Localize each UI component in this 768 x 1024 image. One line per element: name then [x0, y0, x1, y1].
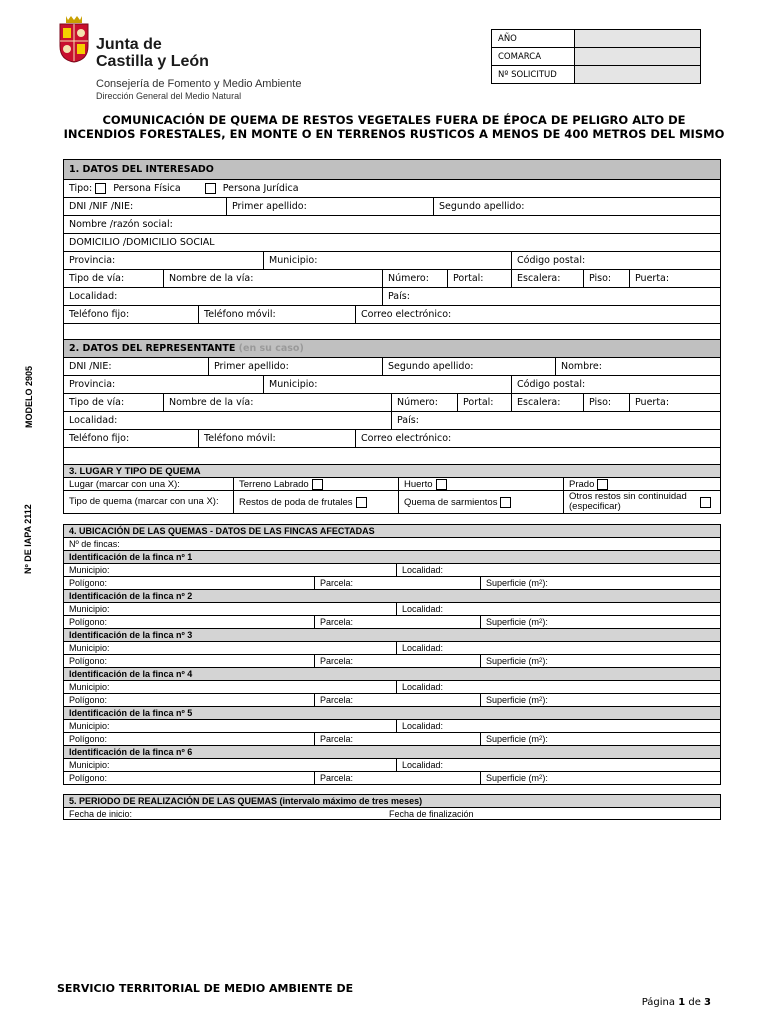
piso-field[interactable]: Piso:: [583, 394, 629, 411]
otros-checkbox[interactable]: [700, 497, 711, 508]
finca-municipio-field[interactable]: Municipio:: [69, 565, 110, 575]
numero-field[interactable]: Número:: [382, 270, 447, 287]
finca-localidad-field[interactable]: Localidad:: [396, 642, 720, 654]
registry-value-field[interactable]: [575, 66, 701, 84]
terreno-labrado-option[interactable]: Terreno Labrado: [233, 478, 398, 490]
section-lugar-tipo: [63, 464, 721, 514]
registry-label: COMARCA: [492, 48, 575, 66]
finca-header: Identificación de la finca nº 5: [64, 707, 720, 719]
pais-field[interactable]: País:: [382, 288, 720, 305]
codigo-postal-field[interactable]: Código postal:: [511, 376, 720, 393]
finca-poligono-field[interactable]: Polígono:: [69, 695, 108, 705]
primer-apellido-field[interactable]: Primer apellido:: [208, 358, 382, 375]
numero-fincas-field[interactable]: Nº de fincas:: [69, 539, 120, 549]
telefono-fijo-field[interactable]: Teléfono fijo:: [69, 433, 130, 444]
sarmientos-option[interactable]: Quema de sarmientos: [398, 491, 563, 513]
finca-superficie-field[interactable]: Superficie (m 2 ):: [480, 616, 720, 628]
prado-option[interactable]: Prado: [563, 478, 720, 490]
coat-of-arms-icon: [58, 16, 90, 64]
registry-table: [491, 29, 701, 84]
prado-checkbox[interactable]: [597, 479, 608, 490]
finca-header: Identificación de la finca nº 6: [64, 746, 720, 758]
telefono-movil-field[interactable]: Teléfono móvil:: [198, 306, 355, 323]
finca-poligono-field[interactable]: Polígono:: [69, 773, 108, 783]
finca-localidad-field[interactable]: Localidad:: [396, 759, 720, 771]
finca-poligono-field[interactable]: Polígono:: [69, 656, 108, 666]
section-representante: [63, 339, 721, 466]
poda-checkbox[interactable]: [356, 497, 367, 508]
section-header: 5. PERIODO DE REALIZACIÓN DE LAS QUEMAS (intervalo máximo de tres meses): [64, 795, 720, 807]
page-number: Página 1 de 3: [641, 997, 711, 1008]
junta-logo: [58, 16, 316, 102]
finca-municipio-field[interactable]: Municipio:: [69, 682, 110, 692]
telefono-movil-field[interactable]: Teléfono móvil:: [198, 430, 355, 447]
piso-field[interactable]: Piso:: [583, 270, 629, 287]
nombre-field[interactable]: Nombre:: [555, 358, 720, 375]
dni-field[interactable]: DNI /NIF /NIE:: [69, 201, 134, 212]
huerto-checkbox[interactable]: [436, 479, 447, 490]
terreno-labrado-checkbox[interactable]: [312, 479, 323, 490]
section-ubicacion: [63, 524, 721, 785]
registry-value-field[interactable]: [575, 30, 701, 48]
domicilio-label: DOMICILIO /DOMICILIO SOCIAL: [69, 237, 215, 248]
department-name: Consejería de Fomento y Medio Ambiente: [96, 78, 302, 90]
codigo-postal-field[interactable]: Código postal:: [511, 252, 720, 269]
tipo-quema-label: Tipo de quema (marcar con una X):: [69, 496, 219, 507]
finca-superficie-field[interactable]: Superficie (m 2 ):: [480, 733, 720, 745]
lugar-label: Lugar (marcar con una X):: [69, 478, 180, 490]
footer-service: SERVICIO TERRITORIAL DE MEDIO AMBIENTE DE: [57, 982, 354, 995]
finca-municipio-field[interactable]: Municipio:: [69, 721, 110, 731]
finca-municipio-field[interactable]: Municipio:: [69, 643, 110, 653]
finca-superficie-field[interactable]: Superficie (m 2 ):: [480, 694, 720, 706]
tipo-row: Tipo: Persona Física Persona Jurídica: [69, 183, 299, 194]
correo-field[interactable]: Correo electrónico:: [355, 430, 720, 447]
registry-label: Nº SOLICITUD: [492, 66, 575, 84]
segundo-apellido-field[interactable]: Segundo apellido:: [433, 198, 720, 215]
finca-poligono-field[interactable]: Polígono:: [69, 734, 108, 744]
finca-parcela-field[interactable]: Parcela:: [314, 655, 480, 667]
telefono-fijo-field[interactable]: Teléfono fijo:: [69, 309, 130, 320]
correo-field[interactable]: Correo electrónico:: [355, 306, 720, 323]
escalera-field[interactable]: Escalera:: [511, 270, 583, 287]
poda-option[interactable]: Restos de poda de frutales: [233, 491, 398, 513]
portal-field[interactable]: Portal:: [447, 270, 511, 287]
persona-fisica-checkbox[interactable]: [95, 183, 106, 194]
sarmientos-checkbox[interactable]: [500, 497, 511, 508]
finca-poligono-field[interactable]: Polígono:: [69, 617, 108, 627]
tipo-via-field[interactable]: Tipo de vía:: [69, 273, 125, 284]
finca-parcela-field[interactable]: Parcela:: [314, 616, 480, 628]
finca-municipio-field[interactable]: Municipio:: [69, 604, 110, 614]
tipo-via-field[interactable]: Tipo de vía:: [69, 397, 125, 408]
localidad-field[interactable]: Localidad:: [69, 291, 118, 302]
finca-header: Identificación de la finca nº 2: [64, 590, 720, 602]
registry-value-field[interactable]: [575, 48, 701, 66]
nombre-via-field[interactable]: Nombre de la vía:: [163, 270, 382, 287]
segundo-apellido-field[interactable]: Segundo apellido:: [382, 358, 555, 375]
finca-parcela-field[interactable]: Parcela:: [314, 694, 480, 706]
registry-label: AÑO: [492, 30, 575, 48]
institution-name: Junta de Castilla y León: [96, 36, 209, 70]
finca-superficie-field[interactable]: Superficie (m 2 ):: [480, 655, 720, 667]
direction-name: Dirección General del Medio Natural: [96, 91, 242, 101]
localidad-field[interactable]: Localidad:: [69, 415, 118, 426]
pais-field[interactable]: País:: [391, 412, 720, 429]
primer-apellido-field[interactable]: Primer apellido:: [226, 198, 433, 215]
iapa-label: Nº DE IAPA 2112: [23, 504, 33, 574]
fecha-inicio-field[interactable]: Fecha de inicio:: [69, 808, 133, 819]
form-title: COMUNICACIÓN DE QUEMA DE RESTOS VEGETALES FUERA DE ÉPOCA DE PELIGRO ALTO DE INCENDIOS FORESTALES, EN MONTE O EN TERRENOS RUSTICOS A MENOS DE 400 METROS DEL MISMO: [63, 113, 725, 141]
finca-header: Identificación de la finca nº 1: [64, 551, 720, 563]
finca-superficie-field[interactable]: Superficie (m 2 ):: [480, 577, 720, 589]
municipio-field[interactable]: Municipio:: [263, 252, 511, 269]
municipio-field[interactable]: Municipio:: [263, 376, 511, 393]
finca-parcela-field[interactable]: Parcela:: [314, 577, 480, 589]
nombre-field[interactable]: Nombre /razón social:: [69, 219, 173, 230]
finca-parcela-field[interactable]: Parcela:: [314, 733, 480, 745]
finca-superficie-field[interactable]: Superficie (m 2 ):: [480, 772, 720, 784]
finca-parcela-field[interactable]: Parcela:: [314, 772, 480, 784]
persona-juridica-checkbox[interactable]: [205, 183, 216, 194]
puerta-field[interactable]: Puerta:: [629, 394, 720, 411]
finca-localidad-field[interactable]: Localidad:: [396, 564, 720, 576]
provincia-field[interactable]: Provincia:: [69, 255, 116, 266]
huerto-option[interactable]: Huerto: [398, 478, 563, 490]
nombre-via-field[interactable]: Nombre de la vía:: [163, 394, 391, 411]
section-header: 2. DATOS DEL REPRESENTANTE (en su caso): [64, 340, 720, 357]
section-interesado: [63, 159, 721, 342]
finca-localidad-field[interactable]: Localidad:: [396, 603, 720, 615]
section-header: 3. LUGAR Y TIPO DE QUEMA: [64, 465, 720, 477]
fecha-fin-field[interactable]: Fecha de finalización: [389, 808, 474, 819]
finca-header: Identificación de la finca nº 4: [64, 668, 720, 680]
finca-municipio-field[interactable]: Municipio:: [69, 760, 110, 770]
numero-field[interactable]: Número:: [391, 394, 457, 411]
finca-localidad-field[interactable]: Localidad:: [396, 720, 720, 732]
portal-field[interactable]: Portal:: [457, 394, 511, 411]
provincia-field[interactable]: Provincia:: [69, 379, 116, 390]
otros-option[interactable]: Otros restos sin continuidad (especificar): [563, 491, 720, 513]
dni-field[interactable]: DNI /NIE:: [69, 361, 112, 372]
escalera-field[interactable]: Escalera:: [511, 394, 583, 411]
modelo-label: MODELO 2905: [24, 365, 34, 428]
blank-row: [64, 448, 720, 465]
section-header: 4. UBICACIÓN DE LAS QUEMAS - DATOS DE LAS FINCAS AFECTADAS: [64, 525, 720, 537]
finca-poligono-field[interactable]: Polígono:: [69, 578, 108, 588]
finca-header: Identificación de la finca nº 3: [64, 629, 720, 641]
finca-localidad-field[interactable]: Localidad:: [396, 681, 720, 693]
section-periodo: [63, 794, 721, 820]
section-header: 1. DATOS DEL INTERESADO: [64, 160, 720, 179]
puerta-field[interactable]: Puerta:: [629, 270, 720, 287]
